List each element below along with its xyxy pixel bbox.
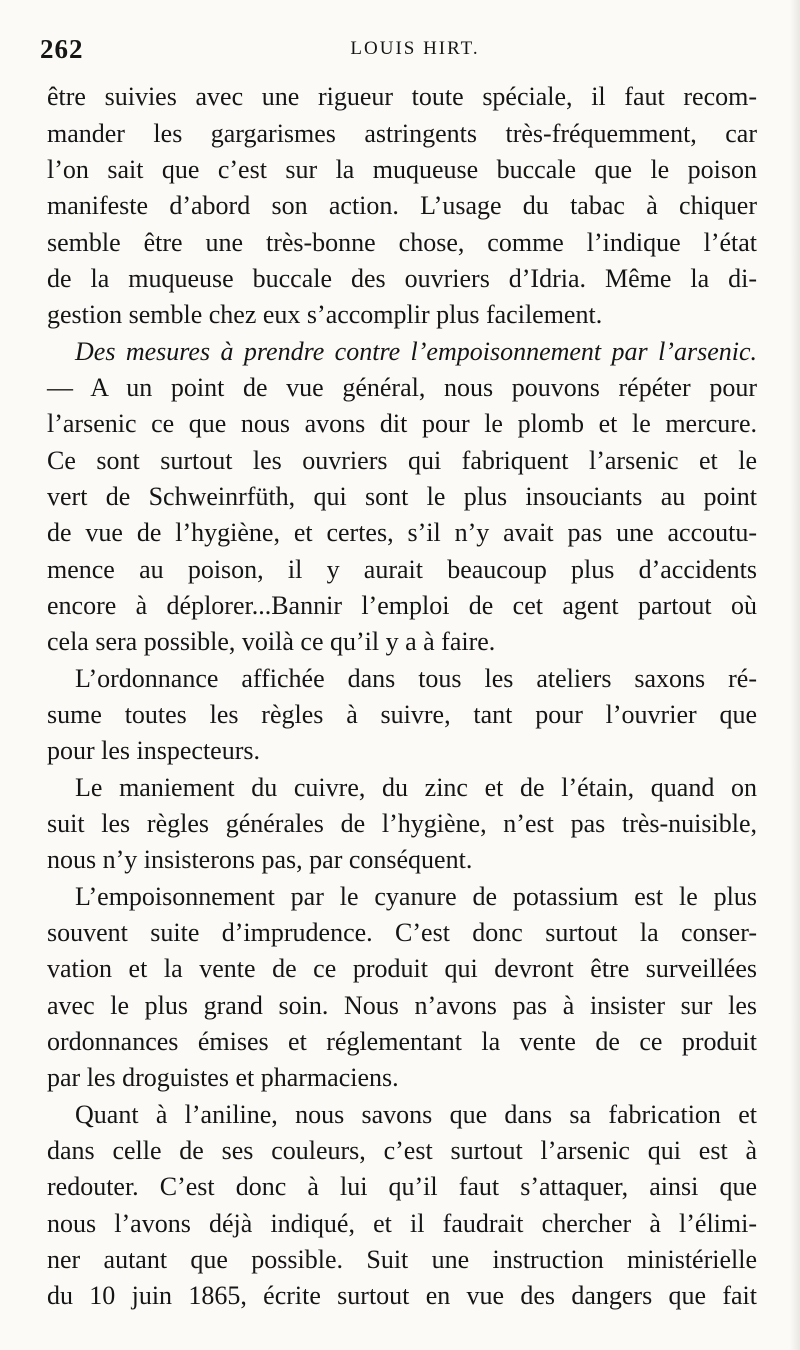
- text-line: vert de Schweinrfüth, qui sont le plus insouciants au point: [47, 482, 757, 511]
- page-number: 262: [40, 34, 84, 64]
- text-line: nous l’avons déjà indiqué, et il faudrait chercher à l’élimi-: [47, 1209, 757, 1238]
- text-line: L’ordonnance affichée dans tous les ateliers saxons ré-: [75, 664, 757, 693]
- text-line: L’empoisonnement par le cyanure de potassium est le plus: [75, 882, 757, 911]
- section-heading: Des mesures à prendre contre l’empoisonnement par l’arsenic.: [75, 337, 757, 366]
- text-line: mander les gargarismes astringents très-fréquemment, car: [47, 119, 757, 148]
- text-line: suit les règles générales de l’hygiène, n’est pas très-nuisible,: [47, 809, 757, 838]
- text-line: cela sera possible, voilà ce qu’il y a à faire.: [47, 627, 496, 656]
- text-line: — A un point de vue général, nous pouvons répéter pour: [47, 373, 757, 402]
- text-line: par les droguistes et pharmaciens.: [47, 1063, 399, 1092]
- text-line: nous n’y insisterons pas, par conséquent.: [47, 845, 473, 874]
- running-head: LOUIS HIRT.: [350, 38, 480, 59]
- text-line: dans celle de ses couleurs, c’est surtout l’arsenic qui est à: [47, 1136, 757, 1165]
- text-line: de vue de l’hygiène, et certes, s’il n’y avait pas une accoutu-: [47, 518, 757, 547]
- text-line: encore à déplorer...Bannir l’emploi de cet agent partout où: [47, 591, 757, 620]
- text-line: Le maniement du cuivre, du zinc et de l’étain, quand on: [75, 773, 757, 802]
- text-line: de la muqueuse buccale des ouvriers d’Idria. Même la di-: [47, 264, 757, 293]
- page-header: [40, 34, 760, 74]
- text-line: être suivies avec une rigueur toute spéciale, il faut recom-: [47, 82, 757, 111]
- text-line: sume toutes les règles à suivre, tant pour l’ouvrier que: [47, 700, 757, 729]
- text-line: ner autant que possible. Suit une instruction ministérielle: [47, 1245, 757, 1274]
- text-line: souvent suite d’imprudence. C’est donc surtout la conser-: [47, 918, 757, 947]
- text-line: vation et la vente de ce produit qui devront être surveillées: [47, 954, 757, 983]
- text-line: mence au poison, il y aurait beaucoup plus d’accidents: [47, 555, 757, 584]
- page-edge-shadow: [790, 0, 800, 1350]
- text-line: gestion semble chez eux s’accomplir plus facilement.: [47, 300, 603, 329]
- text-line: l’on sait que c’est sur la muqueuse buccale que le poison: [47, 155, 757, 184]
- text-line: manifeste d’abord son action. L’usage du tabac à chiquer: [47, 191, 757, 220]
- text-line: Quant à l’aniline, nous savons que dans sa fabrication et: [75, 1100, 757, 1129]
- text-line: pour les inspecteurs.: [47, 736, 261, 765]
- text-line: avec le plus grand soin. Nous n’avons pas à insister sur les: [47, 991, 757, 1020]
- text-line: redouter. C’est donc à lui qu’il faut s’attaquer, ainsi que: [47, 1172, 757, 1201]
- text-line: du 10 juin 1865, écrite surtout en vue des dangers que fait: [47, 1281, 757, 1310]
- text-line: Ce sont surtout les ouvriers qui fabriquent l’arsenic et le: [47, 446, 757, 475]
- text-line: ordonnances émises et réglementant la vente de ce produit: [47, 1027, 757, 1056]
- text-line: semble être une très-bonne chose, comme l’indique l’état: [47, 228, 757, 257]
- text-line: l’arsenic ce que nous avons dit pour le plomb et le mercure.: [47, 409, 757, 438]
